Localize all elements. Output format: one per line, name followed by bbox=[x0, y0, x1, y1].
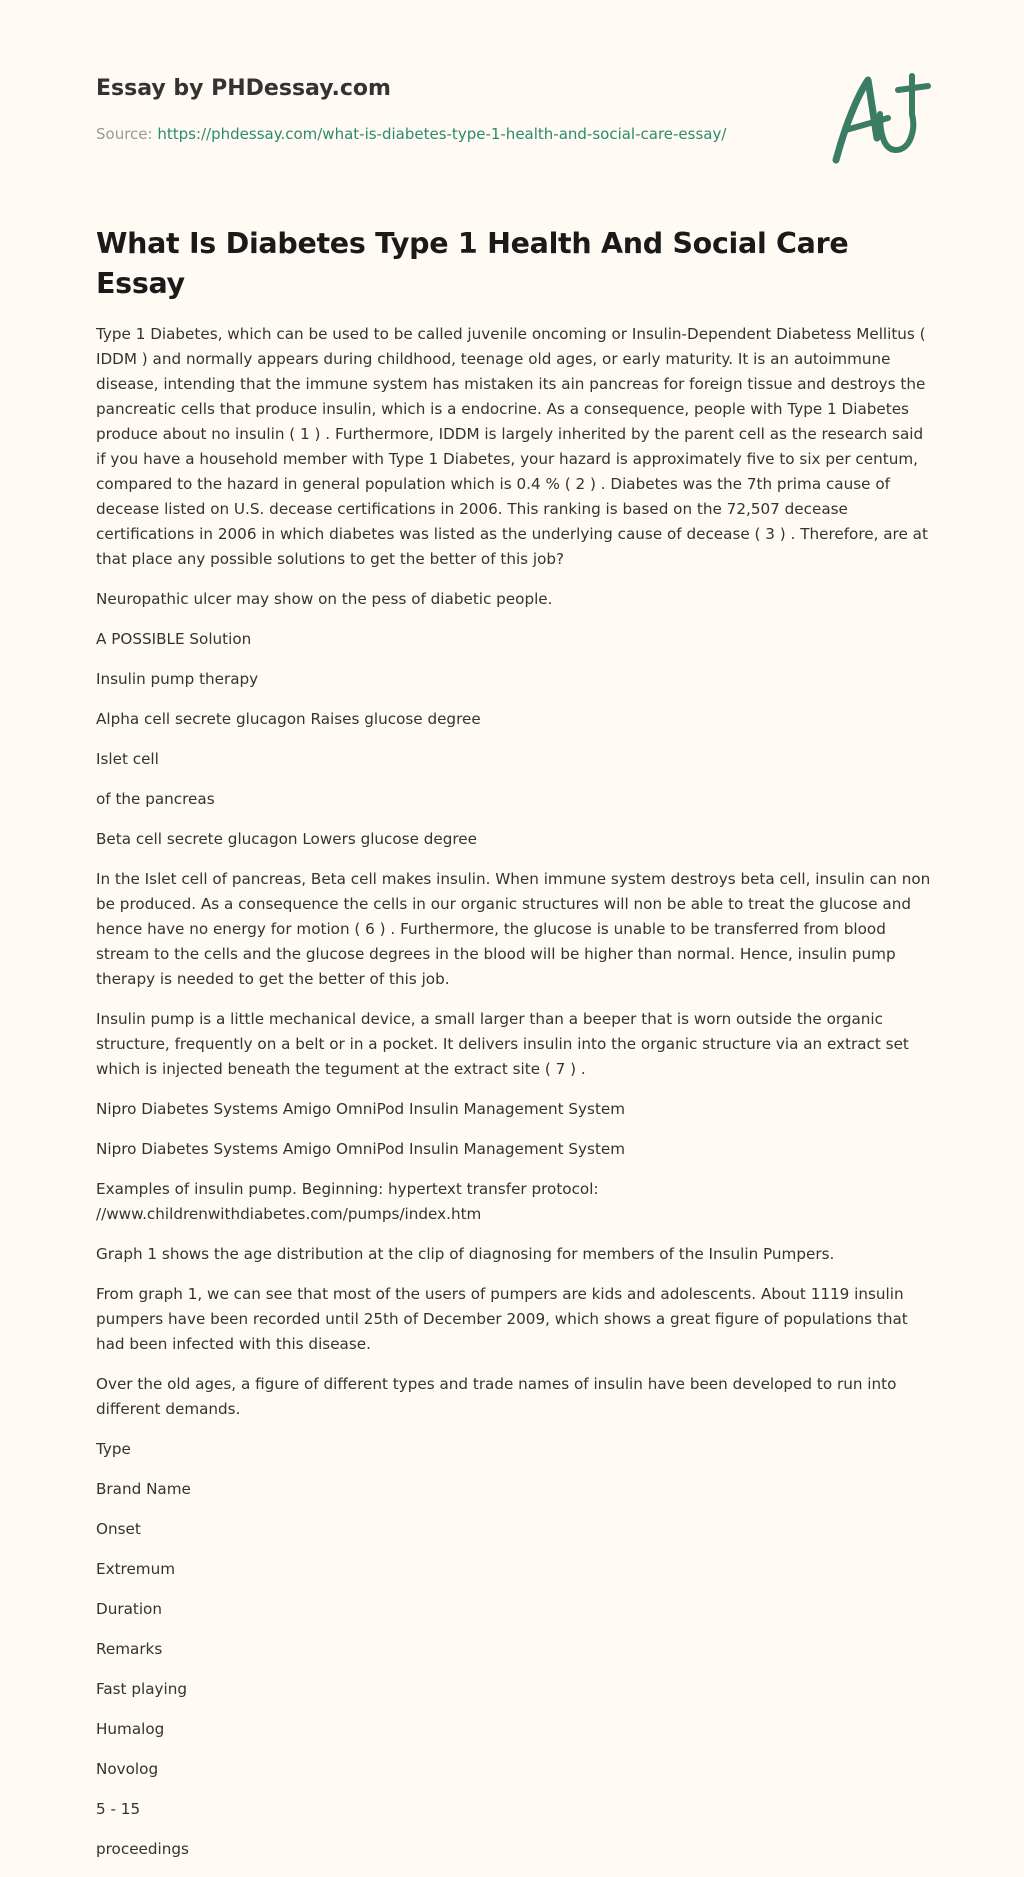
paragraph: Examples of insulin pump. Beginning: hypertext transfer protocol: //www.childrenwithdiabetes.com/pumps/index.htm bbox=[96, 1180, 599, 1223]
header bbox=[96, 74, 796, 144]
paragraph: Insulin pump therapy bbox=[96, 670, 259, 688]
article bbox=[96, 224, 932, 1877]
source-link[interactable]: https://phdessay.com/what-is-diabetes-type-1-health-and-social-care-essay/ bbox=[157, 125, 727, 143]
paragraph: Extremum bbox=[96, 1560, 176, 1578]
article-body bbox=[96, 322, 932, 1862]
source-label: Source: bbox=[96, 125, 158, 143]
paragraph: Neuropathic ulcer may show on the pess of diabetic people. bbox=[96, 590, 553, 608]
paragraph: Nipro Diabetes Systems Amigo OmniPod Insulin Management System bbox=[96, 1100, 626, 1118]
a-plus-grade-icon bbox=[820, 68, 940, 168]
paragraph: of the pancreas bbox=[96, 790, 215, 808]
paragraph: From graph 1, we can see that most of the users of pumpers are kids and adolescents. About 1119 insulin pumpers have been recorded until 25th of December 2009, which shows a great figure of populations that had been infected with this disease. bbox=[96, 1285, 908, 1353]
paragraph: Onset bbox=[96, 1520, 141, 1538]
paragraph: Alpha cell secrete glucagon Raises glucose degree bbox=[96, 710, 481, 728]
paragraph: Humalog bbox=[96, 1720, 165, 1738]
paragraph: Over the old ages, a figure of different types and trade names of insulin have been developed to run into different demands. bbox=[96, 1375, 897, 1418]
paragraph: 5 - 15 bbox=[96, 1800, 141, 1818]
paragraph: Type 1 Diabetes, which can be used to be called juvenile oncoming or Insulin-Dependent Diabetess Mellitus ( IDDM ) and normally appears during childhood, teenage old ages, or early maturity. It is an autoimmune disease, intending that the immune system has mistaken its ain pancreas for foreign tissue and destroys the pancreatic cells that produce insulin, which is a endocrine. As a consequence, people with Type 1 Diabetes produce about no insulin ( 1 ) . Furthermore, IDDM is largely inherited by the parent cell as the research said if you have a household member with Type 1 Diabetes, your hazard is approximately five to six per centum, compared to the hazard in general population which is 0.4 % ( 2 ) . Diabetes was the 7th prima cause of decease listed on U.S. decease certifications in 2006. This ranking is based on the 72,507 decease certifications in 2006 in which diabetes was listed as the underlying cause of decease ( 3 ) . Therefore, are at that place any possible solutions to get the better of this job? bbox=[96, 325, 928, 568]
paragraph: In the Islet cell of pancreas, Beta cell makes insulin. When immune system destroys beta cell, insulin can non be produced. As a consequence the cells in our organic structures will non be able to treat the glucose and hence have no energy for motion ( 6 ) . Furthermore, the glucose is unable to be transferred from blood stream to the cells and the glucose degrees in the blood will be higher than normal. Hence, insulin pump therapy is needed to get the better of this job. bbox=[96, 870, 931, 988]
paragraph: Type bbox=[96, 1440, 131, 1458]
paragraph: Graph 1 shows the age distribution at the clip of diagnosing for members of the Insulin Pumpers. bbox=[96, 1245, 835, 1263]
paragraph: Duration bbox=[96, 1600, 162, 1618]
paragraph: Novolog bbox=[96, 1760, 159, 1778]
source-line bbox=[96, 124, 796, 144]
paragraph: Remarks bbox=[96, 1640, 163, 1658]
paragraph: Brand Name bbox=[96, 1480, 191, 1498]
article-title: What Is Diabetes Type 1 Health And Social Care Essay bbox=[96, 227, 849, 300]
paragraph: A POSSIBLE Solution bbox=[96, 630, 252, 648]
paragraph: Insulin pump is a little mechanical device, a small larger than a beeper that is worn outside the organic structure, frequently on a belt or in a pocket. It delivers insulin into the organic structure via an extract set which is injected beneath the tegument at the extract site ( 7 ) . bbox=[96, 1010, 909, 1078]
paragraph: Nipro Diabetes Systems Amigo OmniPod Insulin Management System bbox=[96, 1140, 626, 1158]
paragraph: proceedings bbox=[96, 1840, 189, 1858]
paragraph: Fast playing bbox=[96, 1680, 187, 1698]
brand-title: Essay by PHDessay.com bbox=[96, 76, 391, 101]
paragraph: Beta cell secrete glucagon Lowers glucose degree bbox=[96, 830, 477, 848]
paragraph: Islet cell bbox=[96, 750, 159, 768]
